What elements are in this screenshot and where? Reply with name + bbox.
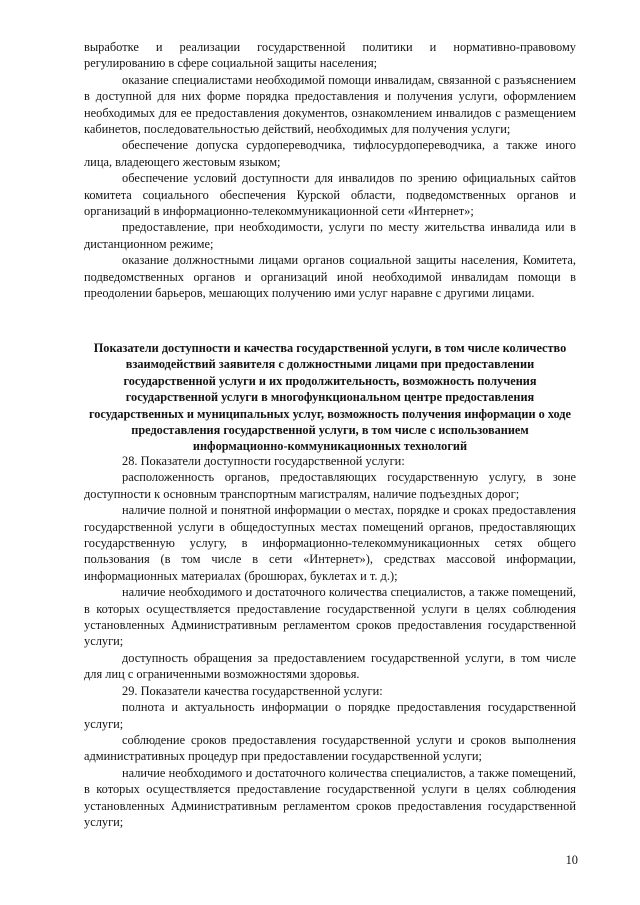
paragraph: наличие полной и понятной информации о местах, порядке и сроках предоставления государственной услуги в общедоступных местах помещений органов, предоставляющих государственную услугу, в информационно-телекоммуникационных сетях общего пользования (в том числе в сети «Интернет»), средствах массовой информации, информационных материалах (брошюрах, буклетах и т. д.);	[84, 503, 576, 583]
paragraph: выработке и реализации государственной политики и нормативно-правовому регулированию в сфере социальной защиты населения;	[84, 40, 576, 71]
paragraph: обеспечение допуска сурдопереводчика, тифлосурдопереводчика, а также иного лица, владеющего жестовым языком;	[84, 138, 576, 169]
paragraph: соблюдение сроков предоставления государственной услуги и сроков выполнения административных процедур при предоставлении государственной услуги;	[84, 732, 576, 764]
paragraph: наличие необходимого и достаточного количества специалистов, а также помещений, в которых осуществляется предоставление государственной услуги в целях соблюдения установленных Административным регламентом сроков предоставления государственной услуги;	[84, 765, 576, 829]
paragraph: оказание должностными лицами органов социальной защиты населения, Комитета, подведомственных органов и организаций иной необходимой инвалидам помощи в преодолении барьеров, мешающих получению ими услуг наравне с другими лицами.	[84, 253, 576, 301]
paragraphs-upper	[84, 39, 576, 302]
paragraph: наличие необходимого и достаточного количества специалистов, а также помещений, в которых осуществляется предоставление государственной услуги в целях соблюдения установленных Административным регламентом сроков предоставления государственной услуги;	[84, 585, 576, 649]
paragraph: обеспечение условий доступности для инвалидов по зрению официальных сайтов комитета социального обеспечения Курской области, подведомственных органов и организаций в информационно-телекоммуникационной сети «Интернет»;	[84, 171, 576, 219]
paragraph: 28. Показатели доступности государственной услуги:	[122, 454, 405, 468]
paragraph: полнота и актуальность информации о порядке предоставления государственной услуги;	[84, 700, 576, 731]
paragraphs-lower	[84, 453, 576, 830]
paragraph: доступность обращения за предоставлением государственной услуги, в том числе для лиц с ограниченными возможностями здоровья.	[84, 650, 576, 682]
paragraph: 29. Показатели качества государственной услуги:	[122, 683, 383, 698]
paragraph: расположенность органов, предоставляющих государственную услугу, в зоне доступности к основным транспортным магистралям, наличие подъездных дорог;	[84, 470, 576, 501]
page-number: 10	[565, 853, 578, 867]
section-heading: Показатели доступности и качества государственной услуги, в том числе количество взаимодействий заявителя с должностными лицами при предоставлении государственной услуги и их продолжительность, возможность получения государственной услуги в многофункциональном центре предоставления государственных и муниципальных услуг, возможность получения информации о ходе предоставления государственной услуги, в том числе с использованием информационно-коммуникационных технологий	[89, 341, 571, 454]
paragraph: оказание специалистами необходимой помощи инвалидам, связанной с разъяснением в доступной для них форме порядка предоставления и получения услуги, оформлением необходимых для ее предоставления документов, ознакомлением инвалидов с размещением кабинетов, последовательностью действий, необходимых для получения услуги;	[84, 72, 576, 137]
paragraph: предоставление, при необходимости, услуги по месту жительства инвалида или в дистанционном режиме;	[84, 220, 576, 251]
